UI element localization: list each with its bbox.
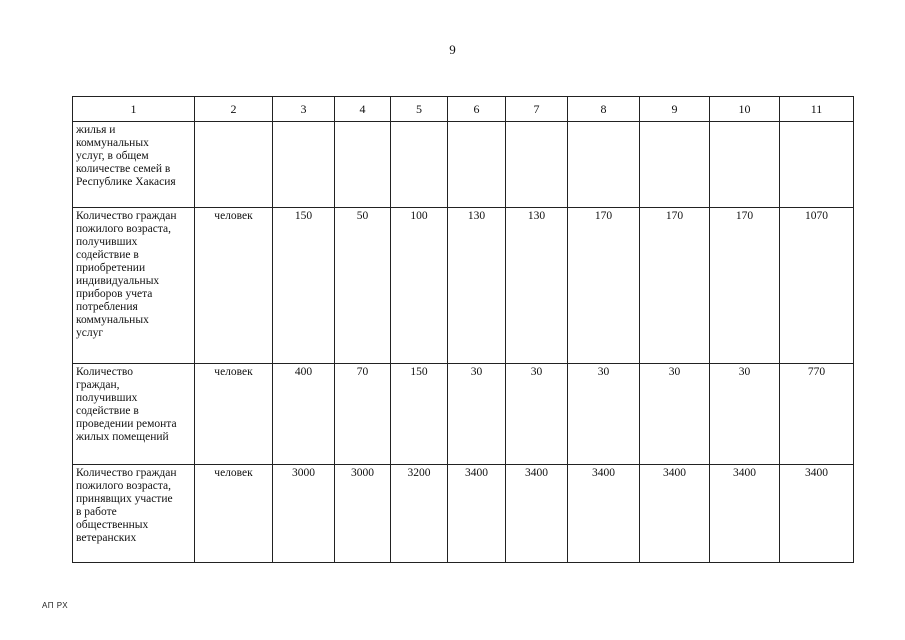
column-header: 3 (273, 97, 335, 122)
value-cell (780, 122, 854, 208)
unit-cell: человек (195, 465, 273, 563)
value-cell: 150 (391, 364, 448, 465)
value-cell (568, 122, 640, 208)
header-row (73, 97, 854, 122)
value-cell: 30 (506, 364, 568, 465)
value-cell: 3400 (506, 465, 568, 563)
column-header: 2 (195, 97, 273, 122)
column-header: 11 (780, 97, 854, 122)
value-cell: 3400 (780, 465, 854, 563)
value-cell: 3400 (448, 465, 506, 563)
column-header: 4 (335, 97, 391, 122)
value-cell: 3400 (710, 465, 780, 563)
column-header: 7 (506, 97, 568, 122)
value-cell: 50 (335, 208, 391, 364)
indicator-cell: Количество граждан пожилого возраста, принявщих участие в работе общественных ветеранских (73, 465, 195, 563)
value-cell: 3000 (273, 465, 335, 563)
value-cell: 1070 (780, 208, 854, 364)
value-cell: 3400 (640, 465, 710, 563)
column-header: 6 (448, 97, 506, 122)
value-cell (273, 122, 335, 208)
column-header: 8 (568, 97, 640, 122)
value-cell: 170 (568, 208, 640, 364)
indicator-cell: Количество граждан пожилого возраста, получивших содействие в приобретении индивидуальных приборов учета потребления коммунальных услуг (73, 208, 195, 364)
column-header: 5 (391, 97, 448, 122)
value-cell: 3000 (335, 465, 391, 563)
value-cell (448, 122, 506, 208)
footer-mark: АП РХ (42, 601, 69, 610)
unit-cell: человек (195, 364, 273, 465)
value-cell: 150 (273, 208, 335, 364)
value-cell: 400 (273, 364, 335, 465)
indicator-cell: жилья и коммунальных услуг, в общем количестве семей в Республике Хакасия (73, 122, 195, 208)
value-cell: 3200 (391, 465, 448, 563)
table-row (73, 465, 854, 563)
value-cell: 170 (640, 208, 710, 364)
column-header: 9 (640, 97, 710, 122)
value-cell: 30 (448, 364, 506, 465)
indicator-cell: Количество граждан, получивших содействие в проведении ремонта жилых помещений (73, 364, 195, 465)
value-cell (506, 122, 568, 208)
table-row (73, 208, 854, 364)
value-cell: 3400 (568, 465, 640, 563)
data-table (72, 96, 854, 563)
unit-cell: человек (195, 208, 273, 364)
value-cell: 770 (780, 364, 854, 465)
value-cell: 30 (640, 364, 710, 465)
value-cell: 130 (448, 208, 506, 364)
value-cell: 170 (710, 208, 780, 364)
unit-cell (195, 122, 273, 208)
value-cell: 70 (335, 364, 391, 465)
value-cell: 100 (391, 208, 448, 364)
table-row (73, 122, 854, 208)
value-cell (710, 122, 780, 208)
value-cell: 130 (506, 208, 568, 364)
column-header: 1 (73, 97, 195, 122)
page-number: 9 (449, 42, 456, 57)
value-cell (335, 122, 391, 208)
value-cell: 30 (710, 364, 780, 465)
value-cell (391, 122, 448, 208)
value-cell (640, 122, 710, 208)
value-cell: 30 (568, 364, 640, 465)
column-header: 10 (710, 97, 780, 122)
table-row (73, 364, 854, 465)
